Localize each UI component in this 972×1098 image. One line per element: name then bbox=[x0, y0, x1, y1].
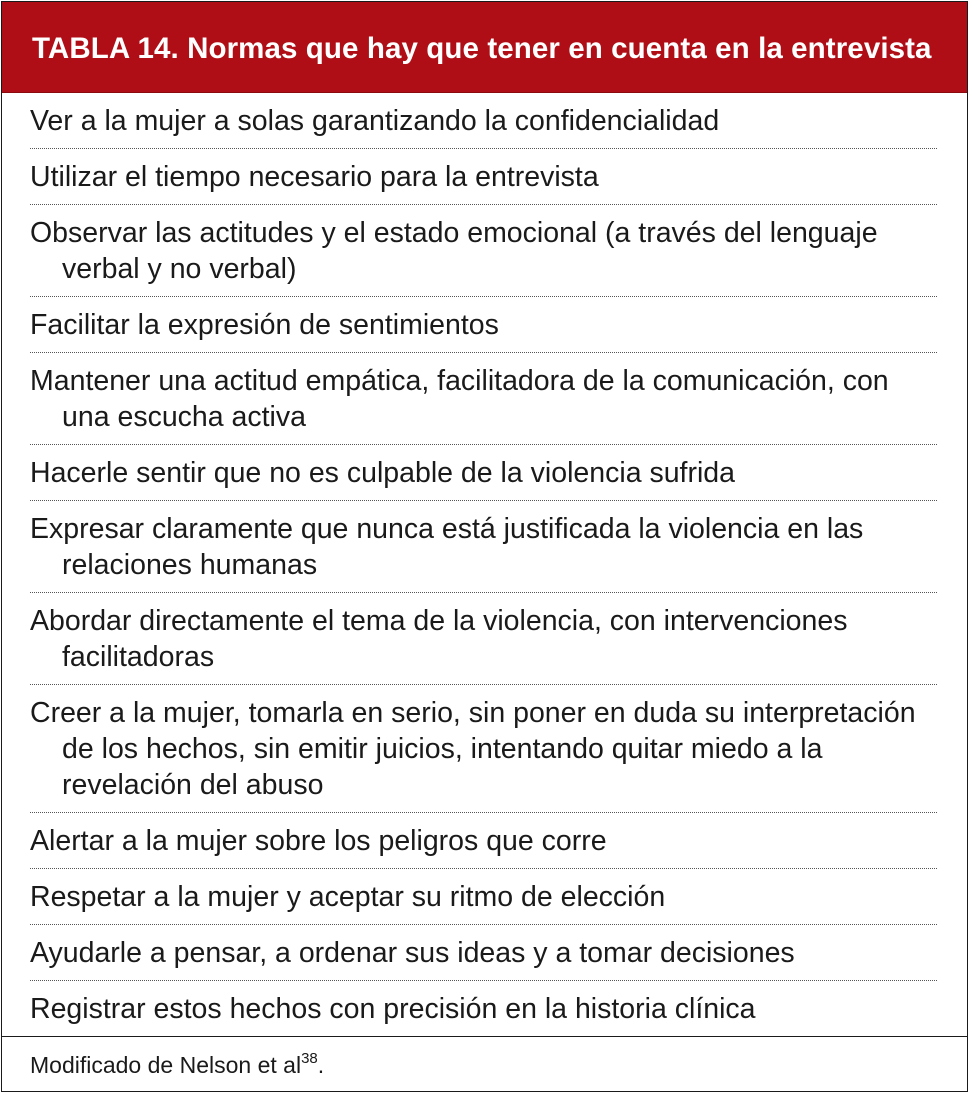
table-row: Abordar directamente el tema de la violencia, con intervenciones facilitadoras bbox=[30, 593, 937, 685]
table-row: Ayudarle a pensar, a ordenar sus ideas y a tomar decisiones bbox=[30, 925, 937, 981]
table-row: Utilizar el tiempo necesario para la entrevista bbox=[30, 149, 937, 205]
footnote-suffix: . bbox=[317, 1052, 325, 1078]
table-body bbox=[2, 93, 967, 1036]
table-header bbox=[2, 2, 967, 93]
norms-table bbox=[1, 1, 968, 1092]
table-row: Registrar estos hechos con precisión en la historia clínica bbox=[30, 993, 756, 1025]
table-footnote bbox=[2, 1037, 967, 1080]
table-row: Creer a la mujer, tomarla en serio, sin poner en duda su interpretación de los hechos, sin emitir juicios, intentando quitar miedo a la revelación del abuso bbox=[30, 685, 937, 813]
table-title: TABLA 14. Normas que hay que tener en cuenta en la entrevista bbox=[32, 31, 932, 65]
table-row: Observar las actitudes y el estado emocional (a través del lenguaje verbal y no verbal) bbox=[30, 205, 937, 297]
table-row: Alertar a la mujer sobre los peligros que corre bbox=[30, 813, 937, 869]
footnote-text: Modificado de Nelson et al bbox=[30, 1052, 302, 1078]
table-row: Mantener una actitud empática, facilitadora de la comunicación, con una escucha activa bbox=[30, 353, 937, 445]
table-row: Expresar claramente que nunca está justificada la violencia en las relaciones humanas bbox=[30, 501, 937, 593]
footnote-reference: 38 bbox=[301, 1050, 318, 1067]
table-row: Ver a la mujer a solas garantizando la confidencialidad bbox=[30, 93, 937, 149]
table-row: Facilitar la expresión de sentimientos bbox=[30, 297, 937, 353]
table-row: Hacerle sentir que no es culpable de la violencia sufrida bbox=[30, 445, 937, 501]
table-row: Respetar a la mujer y aceptar su ritmo de elección bbox=[30, 869, 937, 925]
